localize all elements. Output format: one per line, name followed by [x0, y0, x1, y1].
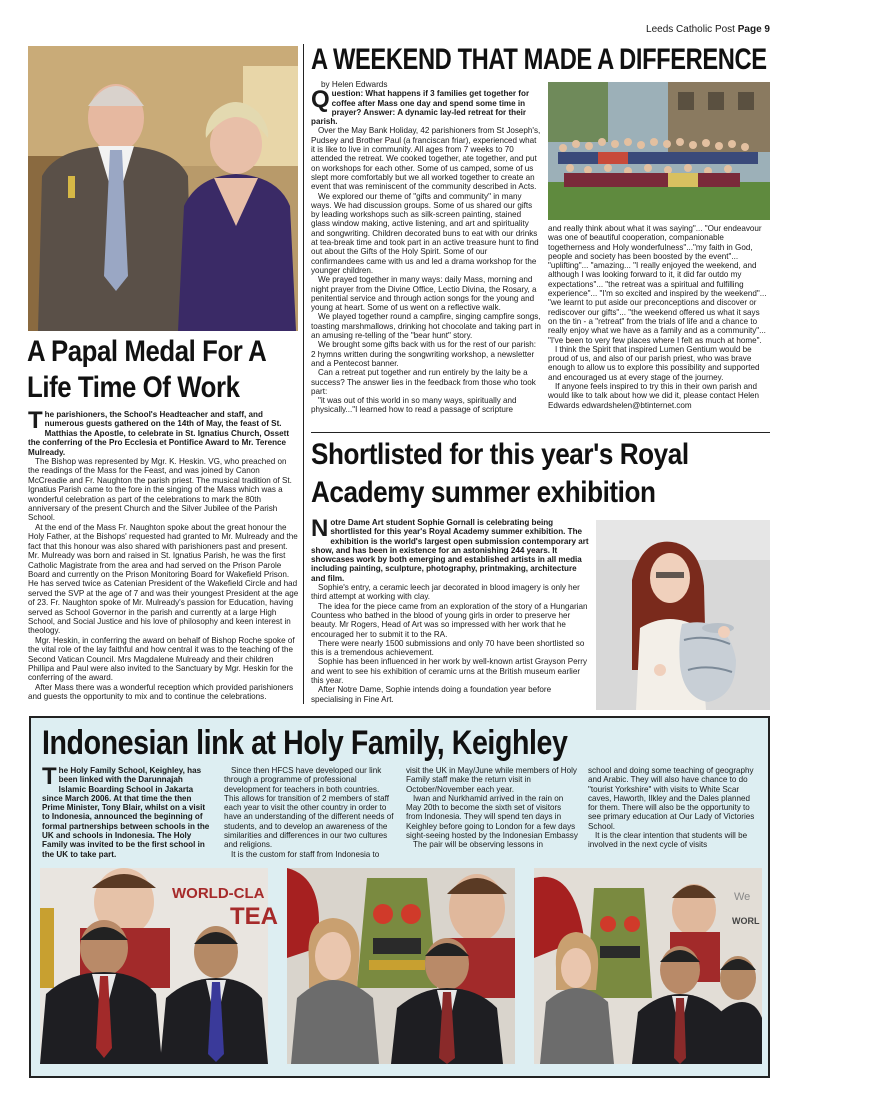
- sophie-photo: [596, 520, 770, 710]
- academy-paragraph: There were nearly 1500 submissions and only 70 have been shortlisted so this is a tremendous achievement.: [311, 638, 585, 658]
- academy-lead: Notre Dame Art student Sophie Gornall is celebrating being shortlisted for this year's Royal Academy summer exhibition. The exhibition is the world's largest open submission contemporary art show, and has been in existence for an astonishing 244 years. It showcases work by both emerging and established artists in all media including painting, sculpture, photography, printmaking, architecture and film.: [311, 515, 589, 583]
- weekend-byline: by Helen Edwards: [321, 80, 388, 89]
- indonesia-photo-1: [40, 868, 278, 1064]
- page-number: Page 9: [737, 24, 770, 35]
- papal-paragraph: The Bishop was represented by Mgr. K. Heskin. VG, who preached on the readings of the Mass for the Feast, and was joined by Canon McCreadie and Fr. Naughton the parish priest. The musical tradition of St. Ignatius Parish came to the fore in the singing of the Mass which was a wonderful celebration as part of the celebrations to mark the 80th anniversary of the present Church and the Silver Jubilee of the Parish School.: [28, 457, 292, 523]
- papal-paragraph: After Mass there was a wonderful reception which provided parishioners and guests the opportunity to mix and to continue the celebrations.: [28, 682, 294, 702]
- indonesia-paragraph: school and doing some teaching of geography and Arabic. They will also have chance to do "tourist Yorkshire" with visits to White Scar caves, Haworth, Ilkley and the Dales planned for them. There will also be the opportunity to see primary education at Our Lady of Victories School.: [588, 766, 755, 831]
- weekend-paragraph: We prayed together in many ways: daily Mass, morning and night prayer from the Divine Office, Lectio Divina, the Rosary, a penitential service and through action songs for the young and young at heart. Some of us went on a reflective walk.: [311, 275, 537, 313]
- papal-headline: [27, 334, 299, 406]
- indonesia-lead: The Holy Family School, Keighley, has been linked with the Darunnajah Islamic Boarding School in Jakarta since March 2006. At that time the then Prime Minister, Tony Blair, whilst on a visit to Indonesia, announced the beginning of formal partnerships between schools in the UK and schools in Indonesia. The Holy Family was invited to be the first school in the UK to take part.: [42, 763, 210, 859]
- indonesia-paragraph: The pair will be observing lessons in: [413, 840, 544, 850]
- papal-dropcap: T: [28, 407, 43, 434]
- weekend-paragraph: I think the Spirit that inspired Lumen Gentium would be proud of us, and also of our parish priest, who was brave enough to allow us to explore this possibility and supported and encouraged us at every stage of the journey.: [548, 344, 760, 382]
- poster-text: WORL: [732, 916, 760, 926]
- poster-text: TEA: [230, 903, 278, 930]
- weekend-paragraph: We brought some gifts back with us for the rest of our parish: 2 hymns written during the songwriting workshop, a newsletter and a Pentecost banner.: [311, 340, 537, 368]
- weekend-lead: Question: What happens if 3 families get together for coffee after Mass one day and spend some time in prayer? Answer: A dynamic lay-led retreat for their parish.: [311, 86, 530, 127]
- section-rule: [311, 432, 770, 433]
- papal-photo: [28, 46, 298, 331]
- indonesia-col3: [406, 766, 578, 850]
- academy-headline: [311, 436, 745, 512]
- column-rule: [303, 44, 304, 704]
- indonesia-paragraph: visit the UK in May/June while members of Holy Family staff make the return visit in October/November each year.: [406, 766, 577, 794]
- indonesia-col1: [42, 763, 212, 859]
- indonesia-col4: [588, 766, 760, 850]
- weekend-paragraph: "it was out of this world in so many ways, spiritually and physically..."I learned how to read a passage of scripture: [311, 396, 517, 415]
- papal-lead: The parishioners, the School's Headteacher and staff, and numerous guests gathered on the 14th of May, the feast of St. Matthias the Apostle, to celebrate in St. Ignatius Church, Ossett the conferring of the Pro Ecclesia et Pontifice Award to Mr. Terence Mulready.: [28, 407, 290, 457]
- papal-paragraph: At the end of the Mass Fr. Naughton spoke about the great honour the Holy Father, at the Bishops' requested had granted to Mr. Mulready and the fact that this honour was also shared with parishioners past and present. Mr. Mulready was born and raised in St. Ignatius Parish, he was the first Catholic Magistrate from the area and had served on the Prison Parole Board and currently on the Prison Monitoring Board for Wakefield Prison. He has served twice as Catenian President of the Wakefield Circle and had served the SVP at the age of 7 and was their youngest President at the age of 23. Fr. Naughton spoke of Mr. Mulready's passion for Education, having served as School Governor in the parish and currently at a large High School, and Social Justice and his love of philosophy and keen interest in theology.: [28, 522, 299, 636]
- indonesia-paragraph: It is the custom for staff from Indonesia to: [231, 849, 380, 859]
- papal-article: [28, 407, 299, 702]
- papal-headline-line1: A Papal Medal For A: [27, 335, 267, 368]
- weekend-paragraph: We explored our theme of "gifts and community" in many ways. We had discussion groups. Some of us shared our gifts by leading workshops such as silk-screen painting, stained glass window making, active listening, and art and spirituality and songwriting. Children decorated buns to eat with our drinks at tea-break time and took part in an active treasure hunt to find out about the Gifts of the Holy Spirit. Some of our confirmandees came with us and led a drama workshop for the younger children.: [311, 191, 539, 275]
- weekend-paragraph: Can a retreat put together and run entirely by the laity be a success? The answer lies in the feedback from those who took part:: [311, 368, 536, 396]
- papal-paragraph: Mgr. Heskin, in conferring the award on behalf of Bishop Roche spoke of the vital role of the lay faithful and how central it was to the teaching of the Second Vatican Council. Mrs Magdalene Mulready and their children Phillipa and Paul were also invited to the Sanctuary by Mgr. Heskin for the conferring of the award.: [28, 635, 295, 683]
- retreat-group-photo: [548, 82, 770, 220]
- indonesia-headline: Indonesian link at Holy Family, Keighley: [42, 724, 568, 762]
- weekend-paragraph: If anyone feels inspired to try this in their own parish and would like to talk about how we did it, please contact Helen Edwards edwardshelen@btinternet.com: [548, 382, 760, 410]
- academy-paragraph: Sophie has been influenced in her work by well-known artist Grayson Perry and went to see his exhibition of ceramic urns at the British museum earlier this year.: [311, 657, 588, 686]
- indonesia-paragraph: Since then HFCS have developed our link through a programme of professional development for teachers in both countries. This allows for transition of 2 members of staff each year to visit the other country in order to have an understanding of the different needs of students, and to develop an awareness of the similarities and differences in our two cultures and religions.: [224, 766, 394, 850]
- indonesia-paragraph: Iwan and Nurkhamid arrived in the rain on May 20th to become the sixth set of visitors from Indonesia. They will spend ten days in Keighley before going to London for a few days sight-seeing hosted by the Indonesian Embassy: [406, 793, 578, 841]
- indonesia-paragraph: It is the clear intention that students will be involved in the next cycle of visits: [588, 831, 748, 850]
- weekend-col2: [548, 224, 770, 410]
- indonesia-dropcap: T: [42, 763, 57, 790]
- indonesia-col2: [224, 766, 396, 859]
- academy-article: [311, 515, 589, 704]
- indonesia-photo-3: [534, 868, 762, 1064]
- weekend-paragraph: Over the May Bank Holiday, 42 parishioners from St Joseph's, Pudsey and Brother Paul (a franciscan friar), experienced what it is like to live in community. All ages from 7 weeks to 70 attended the retreat. We cooked together, ate together, and put on workshops for each other. Some of us camped, some of us slept more comfortably but we all worked together to create an event that was reminiscent of the community described in Acts.: [311, 126, 541, 192]
- weekend-paragraph: and really think about what it was saying"... "Our endeavour was one of beautiful cooperation, companionable togetherness and Holy wonderfulness"..."my faith in God, people and society has been boosted by the event"... "uplifting"... "amazing... "I really enjoyed the weekend, and although I was looking forward to it, it did far outdo my expectations"... "the retreat was a spiritual and fulfilling experience"... "I'm so excited and inspired by the weekend"... "we learnt to put aside our preconceptions and discover or rediscover our gifts"... "the weekend offered us what it says on the tin - a "retreat" from the trials of life and a chance to really enjoy what we have as a family and as a community"... "I've been to very few places where I felt as much at home".: [548, 224, 767, 345]
- poster-text: WORLD-CLA: [172, 885, 265, 902]
- weekend-headline: A WEEKEND THAT MADE A DIFFERENCE: [311, 43, 767, 76]
- academy-paragraph: The idea for the piece came from an exploration of the story of a Hungarian Countess who bathed in the blood of young girls in order to preserve her beauty. Mr Rogers, Head of Art was so impressed with her work that he encouraged her to submit it to the RA.: [311, 601, 588, 639]
- academy-headline-line2: Academy summer exhibition: [311, 476, 656, 509]
- weekend-dropcap: Q: [311, 86, 330, 114]
- indonesia-photo-2: [287, 868, 515, 1064]
- academy-paragraph: After Notre Dame, Sophie intends doing a foundation year before specialising in Fine Art.: [311, 685, 552, 704]
- poster-text: We: [734, 891, 751, 903]
- weekend-col1: [311, 80, 542, 415]
- academy-headline-line1: Shortlisted for this year's Royal: [311, 438, 689, 471]
- publication-name: Leeds Catholic Post: [646, 24, 735, 35]
- academy-paragraph: Sophie's entry, a ceramic leech jar decorated in blood imagery is only her third attempt at working with clay.: [311, 583, 580, 602]
- papal-headline-line2: Life Time Of Work: [27, 371, 240, 404]
- academy-dropcap: N: [311, 515, 329, 542]
- weekend-paragraph: We played together round a campfire, singing campfire songs, toasting marshmallows, drinking hot chocolate and taking part in an amusing re-telling of the "bear hunt" story.: [311, 312, 541, 341]
- page-header: [646, 24, 770, 35]
